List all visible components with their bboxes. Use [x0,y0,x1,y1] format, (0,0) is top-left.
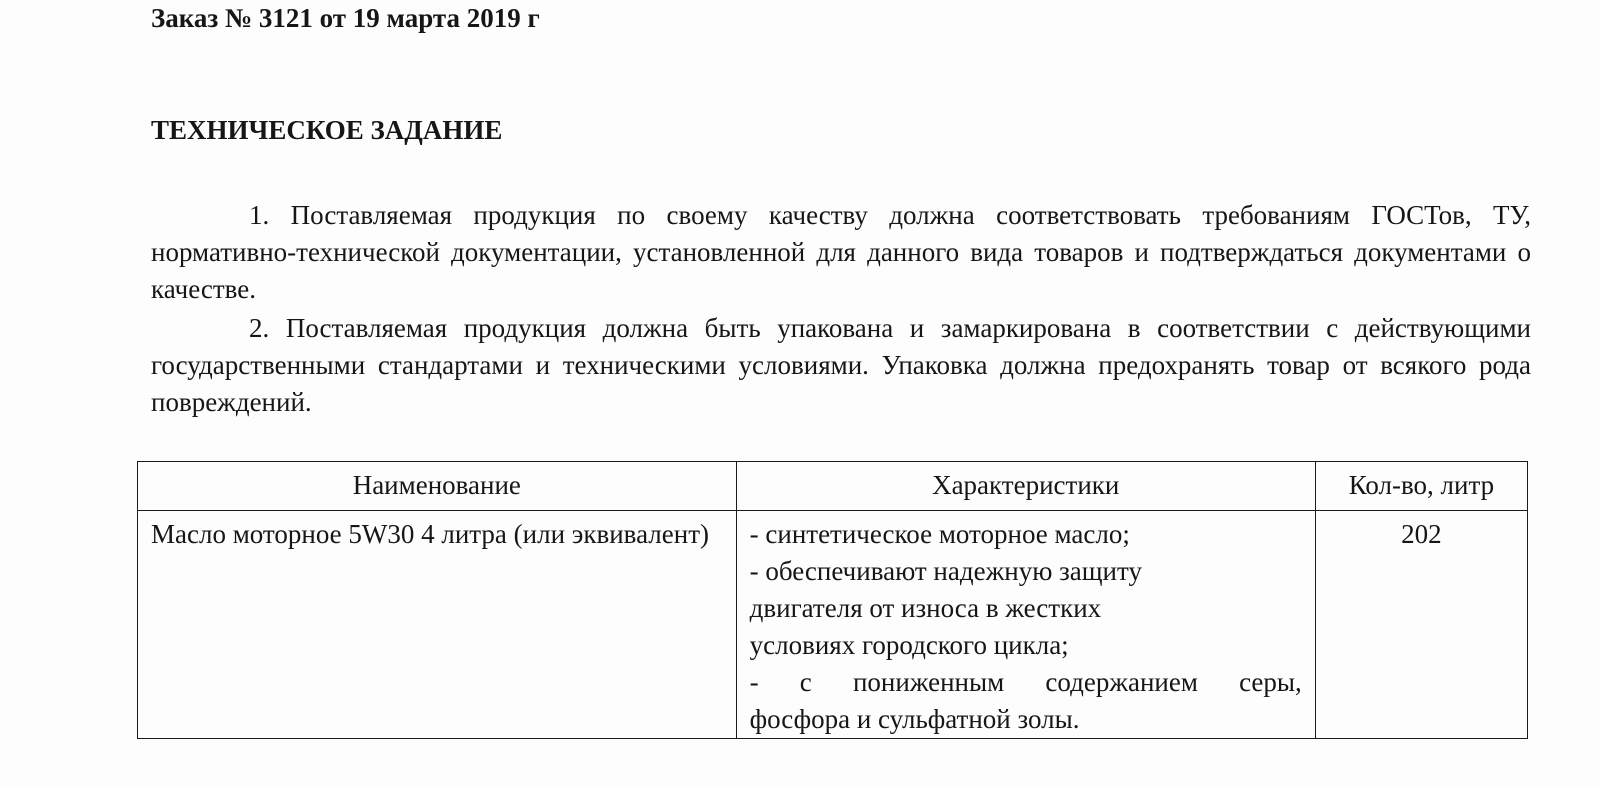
characteristic-line: двигателя от износа в жестких [749,593,1102,623]
table-row [138,511,1528,739]
column-header-name: Наименование [138,462,737,511]
characteristic-line: фосфора и сульфатной золы. [749,704,1080,734]
paragraph-packaging [151,310,1531,421]
column-header-characteristics: Характеристики [736,462,1315,511]
paragraph-quality [151,197,1531,308]
characteristic-line: - синтетическое моторное масло; [749,519,1130,549]
characteristics-cell [736,511,1315,739]
product-name-cell: Масло моторное 5W30 4 литра (или эквивалент) [138,511,737,739]
characteristic-line: - обеспечивают надежную защиту [749,556,1142,586]
document-heading: ТЕХНИЧЕСКОЕ ЗАДАНИЕ [151,115,503,145]
order-title: Заказ № 3121 от 19 марта 2019 г [151,3,540,33]
quantity-cell: 202 [1315,511,1527,739]
characteristic-line: - с пониженным содержанием серы, [749,667,1302,697]
table-header-row [138,462,1528,511]
paragraph-text: 2. Поставляемая продукция должна быть упакована и замаркирована в соответствии с действующими государственными стандартами и техническими условиями. Упаковка должна предохранять товар от всякого рода повреждений. [151,313,1531,417]
column-header-quantity: Кол-во, литр [1315,462,1527,511]
specification-table [137,461,1528,739]
paragraph-text: 1. Поставляемая продукция по своему качеству должна соответствовать требованиям ГОСТов, ТУ, нормативно-технической документации, установленной для данного вида товаров и подтверждаться документами о качестве. [151,200,1531,304]
characteristic-line: условиях городского цикла; [749,630,1069,660]
